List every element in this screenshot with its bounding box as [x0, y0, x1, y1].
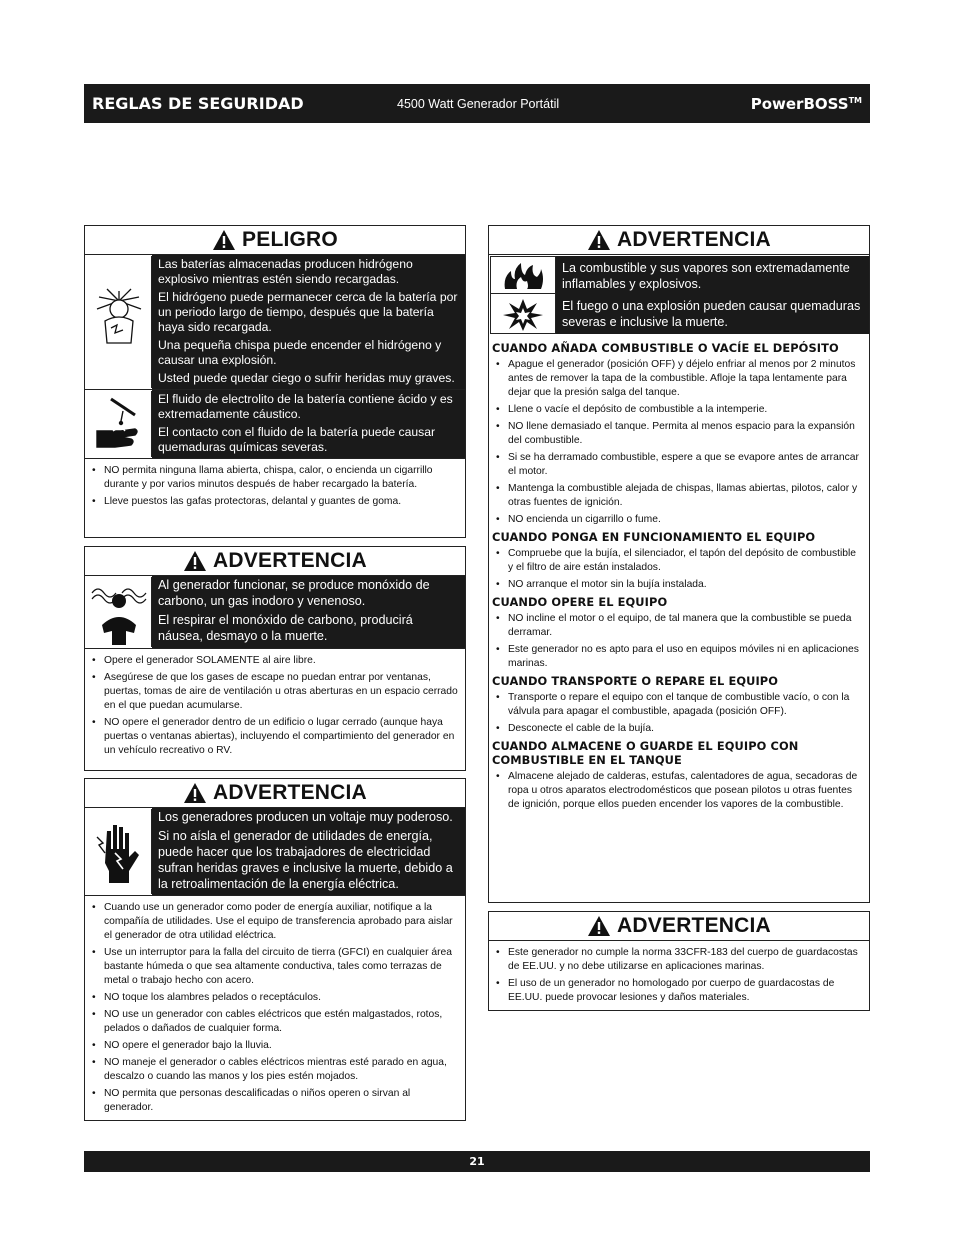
acid-hazard-row: [85, 390, 465, 459]
list-item: • Este generador no es apto para el uso en equipos móviles ni en aplicaciones marinas.: [495, 643, 863, 671]
shock-hazard-text: [152, 808, 465, 895]
shock-text-1: Los generadores producen un voltaje muy poderoso.: [158, 810, 453, 824]
list-item: • NO permita ninguna llama abierta, chispa, calor, o encienda un cigarrillo durante y por varios minutos después de haber recargado la batería.: [91, 464, 459, 492]
list-item: • NO llene demasiado el tanque. Permita al menos espacio para la expansión del combustible.: [495, 420, 863, 448]
list-item: • Apague el generador (posición OFF) y déjelo enfriar al menos por 2 minutos antes de remover la tapa de la combustible. Afloje la tapa lentamente para dejar que la presión salga del tanque.: [495, 358, 863, 400]
peligro-title-text: PELIGRO: [242, 228, 338, 251]
fuel-icons: [490, 256, 556, 334]
marine-warning-title: [489, 912, 869, 941]
list-item: • NO arranque el motor sin la bujía instalada.: [495, 578, 863, 592]
marine-bullets: [489, 941, 869, 1012]
warning-triangle-icon: [212, 229, 236, 251]
co-bullets: [85, 649, 465, 765]
battery-text-2: El hidrógeno puede permanecer cerca de la batería por un periodo largo de tiempo, después que la batería haya sido recargada.: [158, 290, 458, 334]
battery-hazard-text: [152, 255, 465, 389]
battery-explosion-icon: [86, 256, 152, 388]
fuel-section-bullets: [489, 688, 869, 736]
list-item: • Desconecte el cable de la bujía.: [495, 722, 863, 736]
warning-triangle-icon: [587, 229, 611, 251]
co-warning-box: [84, 546, 466, 771]
list-item: • NO maneje el generador o cables eléctricos mientras esté parado en agua, descalzo o cuando las manos y los pies estén mojados.: [91, 1056, 459, 1084]
electric-shock-icon: [86, 809, 152, 894]
co-hazard-text: [152, 576, 465, 648]
list-item: • Use un interruptor para la falla del circuito de tierra (GFCI) en cualquier área bastante húmeda o que sea altamente conductiva, tales como terrazas de metal o trabajo hecho con acero.: [91, 946, 459, 988]
section-heading: CUANDO ALMACENE O GUARDE EL EQUIPO CON COMBUSTIBLE EN EL TANQUE: [492, 739, 799, 767]
acid-text-2: El contacto con el fluido de la batería puede causar quemaduras químicas severas.: [158, 425, 436, 454]
fuel-section-bullets: [489, 609, 869, 671]
battery-hazard-row: [85, 255, 465, 390]
fuel-hazard-row: [489, 255, 869, 335]
list-item: • NO opere el generador bajo la lluvia.: [91, 1039, 459, 1053]
section-heading: CUANDO AÑADA COMBUSTIBLE O VACÍE EL DEPÓSITO: [492, 341, 839, 355]
fuel-text-1: La combustible y sus vapores son extremadamente inflamables y explosivos.: [562, 261, 850, 291]
list-item: • Transporte o repare el equipo con el tanque de combustible vacío, o con la válvula para apagar el combustible, apagada (posición OFF).: [495, 691, 863, 719]
page-header: [84, 84, 870, 123]
acid-text-1: El fluido de electrolito de la batería contiene ácido y es extremadamente cáustico.: [158, 392, 453, 421]
list-item: • NO toque los alambres pelados o receptáculos.: [91, 991, 459, 1005]
trademark: TM: [848, 95, 862, 105]
list-item: • NO permita que personas descalificadas o niños operen o sirvan al generador.: [91, 1087, 459, 1115]
list-item: • Asegúrese de que los gases de escape no puedan entrar por ventanas, puertas, tomas de aire de ventilación u otras aberturas en un espacio cerrado en el que puedan acumularse.: [91, 671, 459, 713]
list-item: • Mantenga la combustible alejada de chispas, llamas abiertas, pilotos, calor y otras fuentes de ignición.: [495, 482, 863, 510]
shock-bullets: [85, 896, 465, 1122]
shock-text-2: Si no aísla el generador de utilidades de energía, puede hacer que los trabajadores de electricidad sufran heridas graves e inclusive la muerte, debido a la retroalimentación de la energía eléctrica.: [158, 829, 453, 891]
brand-logo: [751, 95, 862, 113]
list-item: • NO use un generador con cables eléctricos que estén malgastados, rotos, pelados o dañados de cualquier forma.: [91, 1008, 459, 1036]
marine-warning-box: [488, 911, 870, 1011]
acid-hazard-text: [152, 390, 465, 458]
list-item: • NO encienda un cigarrillo o fume.: [495, 513, 863, 527]
peligro-box: [84, 225, 466, 538]
fuel-section-bullets: [489, 544, 869, 592]
shock-warning-box: [84, 778, 466, 1121]
list-item: • Opere el generador SOLAMENTE al aire libre.: [91, 654, 459, 668]
co-warning-title: [85, 547, 465, 576]
marine-warning-title-text: ADVERTENCIA: [617, 914, 771, 937]
list-item: • Compruebe que la bujía, el silenciador, el tapón del depósito de combustible y el filtro de aire están instalados.: [495, 547, 863, 575]
co-text-1: Al generador funcionar, se produce monóxido de carbono, un gas inodoro y venenoso.: [158, 578, 430, 608]
fuel-warning-title-text: ADVERTENCIA: [617, 228, 771, 251]
fuel-warning-box: [488, 225, 870, 903]
list-item: • Cuando use un generador como poder de energía auxiliar, notifique a la compañía de utilidades. Use el equipo de transferencia aprobado para aislar el generador de otra utilidad eléctrica.: [91, 901, 459, 943]
list-item: • Llene o vacíe el depósito de combustible a la intemperie.: [495, 403, 863, 417]
list-item: • NO incline el motor o el equipo, de tal manera que la combustible se pueda derramar.: [495, 612, 863, 640]
list-item: • El uso de un generador no homologado por cuerpo de guardacostas de EE.UU. puede provocar lesiones y daños materiales.: [495, 977, 863, 1005]
fuel-section-bullets: [489, 767, 869, 812]
battery-text-1: Las baterías almacenadas producen hidrógeno explosivo mientras estén siendo recargadas.: [158, 257, 413, 286]
shock-warning-title: [85, 779, 465, 808]
section-heading: CUANDO OPERE EL EQUIPO: [492, 595, 668, 609]
list-item: • NO opere el generador dentro de un edificio o lugar cerrado (aunque haya puertas o ventanas abiertas), incluyendo el compartimiento del generador en un vehículo recreativo o RV.: [91, 716, 459, 758]
acid-hand-icon: [86, 391, 152, 457]
fuel-section-bullets: [489, 355, 869, 527]
warning-triangle-icon: [183, 550, 207, 572]
peligro-title: [85, 226, 465, 255]
brand-name: PowerBOSS: [750, 94, 849, 113]
list-item: • Lleve puestos las gafas protectoras, delantal y guantes de goma.: [91, 495, 459, 509]
section-title: REGLAS DE SEGURIDAD: [92, 94, 304, 113]
section-heading: CUANDO PONGA EN FUNCIONAMIENTO EL EQUIPO: [492, 530, 816, 544]
battery-text-4: Usted puede quedar ciego o sufrir heridas muy graves.: [158, 371, 455, 385]
warning-triangle-icon: [183, 782, 207, 804]
fuel-hazard-text: [556, 256, 869, 334]
list-item: • Este generador no cumple la norma 33CFR-183 del cuerpo de guardacostas de EE.UU. y no debe utilizarse en aplicaciones marinas.: [495, 946, 863, 974]
co-hazard-row: [85, 576, 465, 649]
list-item: • Almacene alejado de calderas, estufas, calentadores de agua, secadoras de ropa u otros aparatos electrodomésticos que posean pilotos u otras fuentes de ignición, porque ellos pueden encender los vapores de la combustible.: [495, 770, 863, 812]
page-number: 21: [469, 1155, 485, 1168]
co-warning-title-text: ADVERTENCIA: [213, 549, 367, 572]
fire-icon: [490, 256, 556, 294]
section-heading: CUANDO TRANSPORTE O REPARE EL EQUIPO: [492, 674, 779, 688]
fuel-warning-title: [489, 226, 869, 255]
warning-triangle-icon: [587, 915, 611, 937]
shock-warning-title-text: ADVERTENCIA: [213, 781, 367, 804]
page-footer: [84, 1151, 870, 1172]
shock-hazard-row: [85, 808, 465, 896]
fuel-text-2: El fuego o una explosión pueden causar quemaduras severas e inclusive la muerte.: [562, 299, 861, 329]
carbon-monoxide-icon: [86, 577, 152, 647]
co-text-2: El respirar el monóxido de carbono, producirá náusea, desmayo o la muerte.: [158, 613, 413, 643]
explosion-icon: [490, 294, 556, 334]
peligro-bullets: [85, 459, 465, 516]
list-item: • Si se ha derramado combustible, espere a que se evapore antes de arrancar el motor.: [495, 451, 863, 479]
battery-text-3: Una pequeña chispa puede encender el hidrógeno y causar una explosión.: [158, 338, 442, 367]
product-name: 4500 Watt Generador Portátil: [397, 96, 560, 111]
